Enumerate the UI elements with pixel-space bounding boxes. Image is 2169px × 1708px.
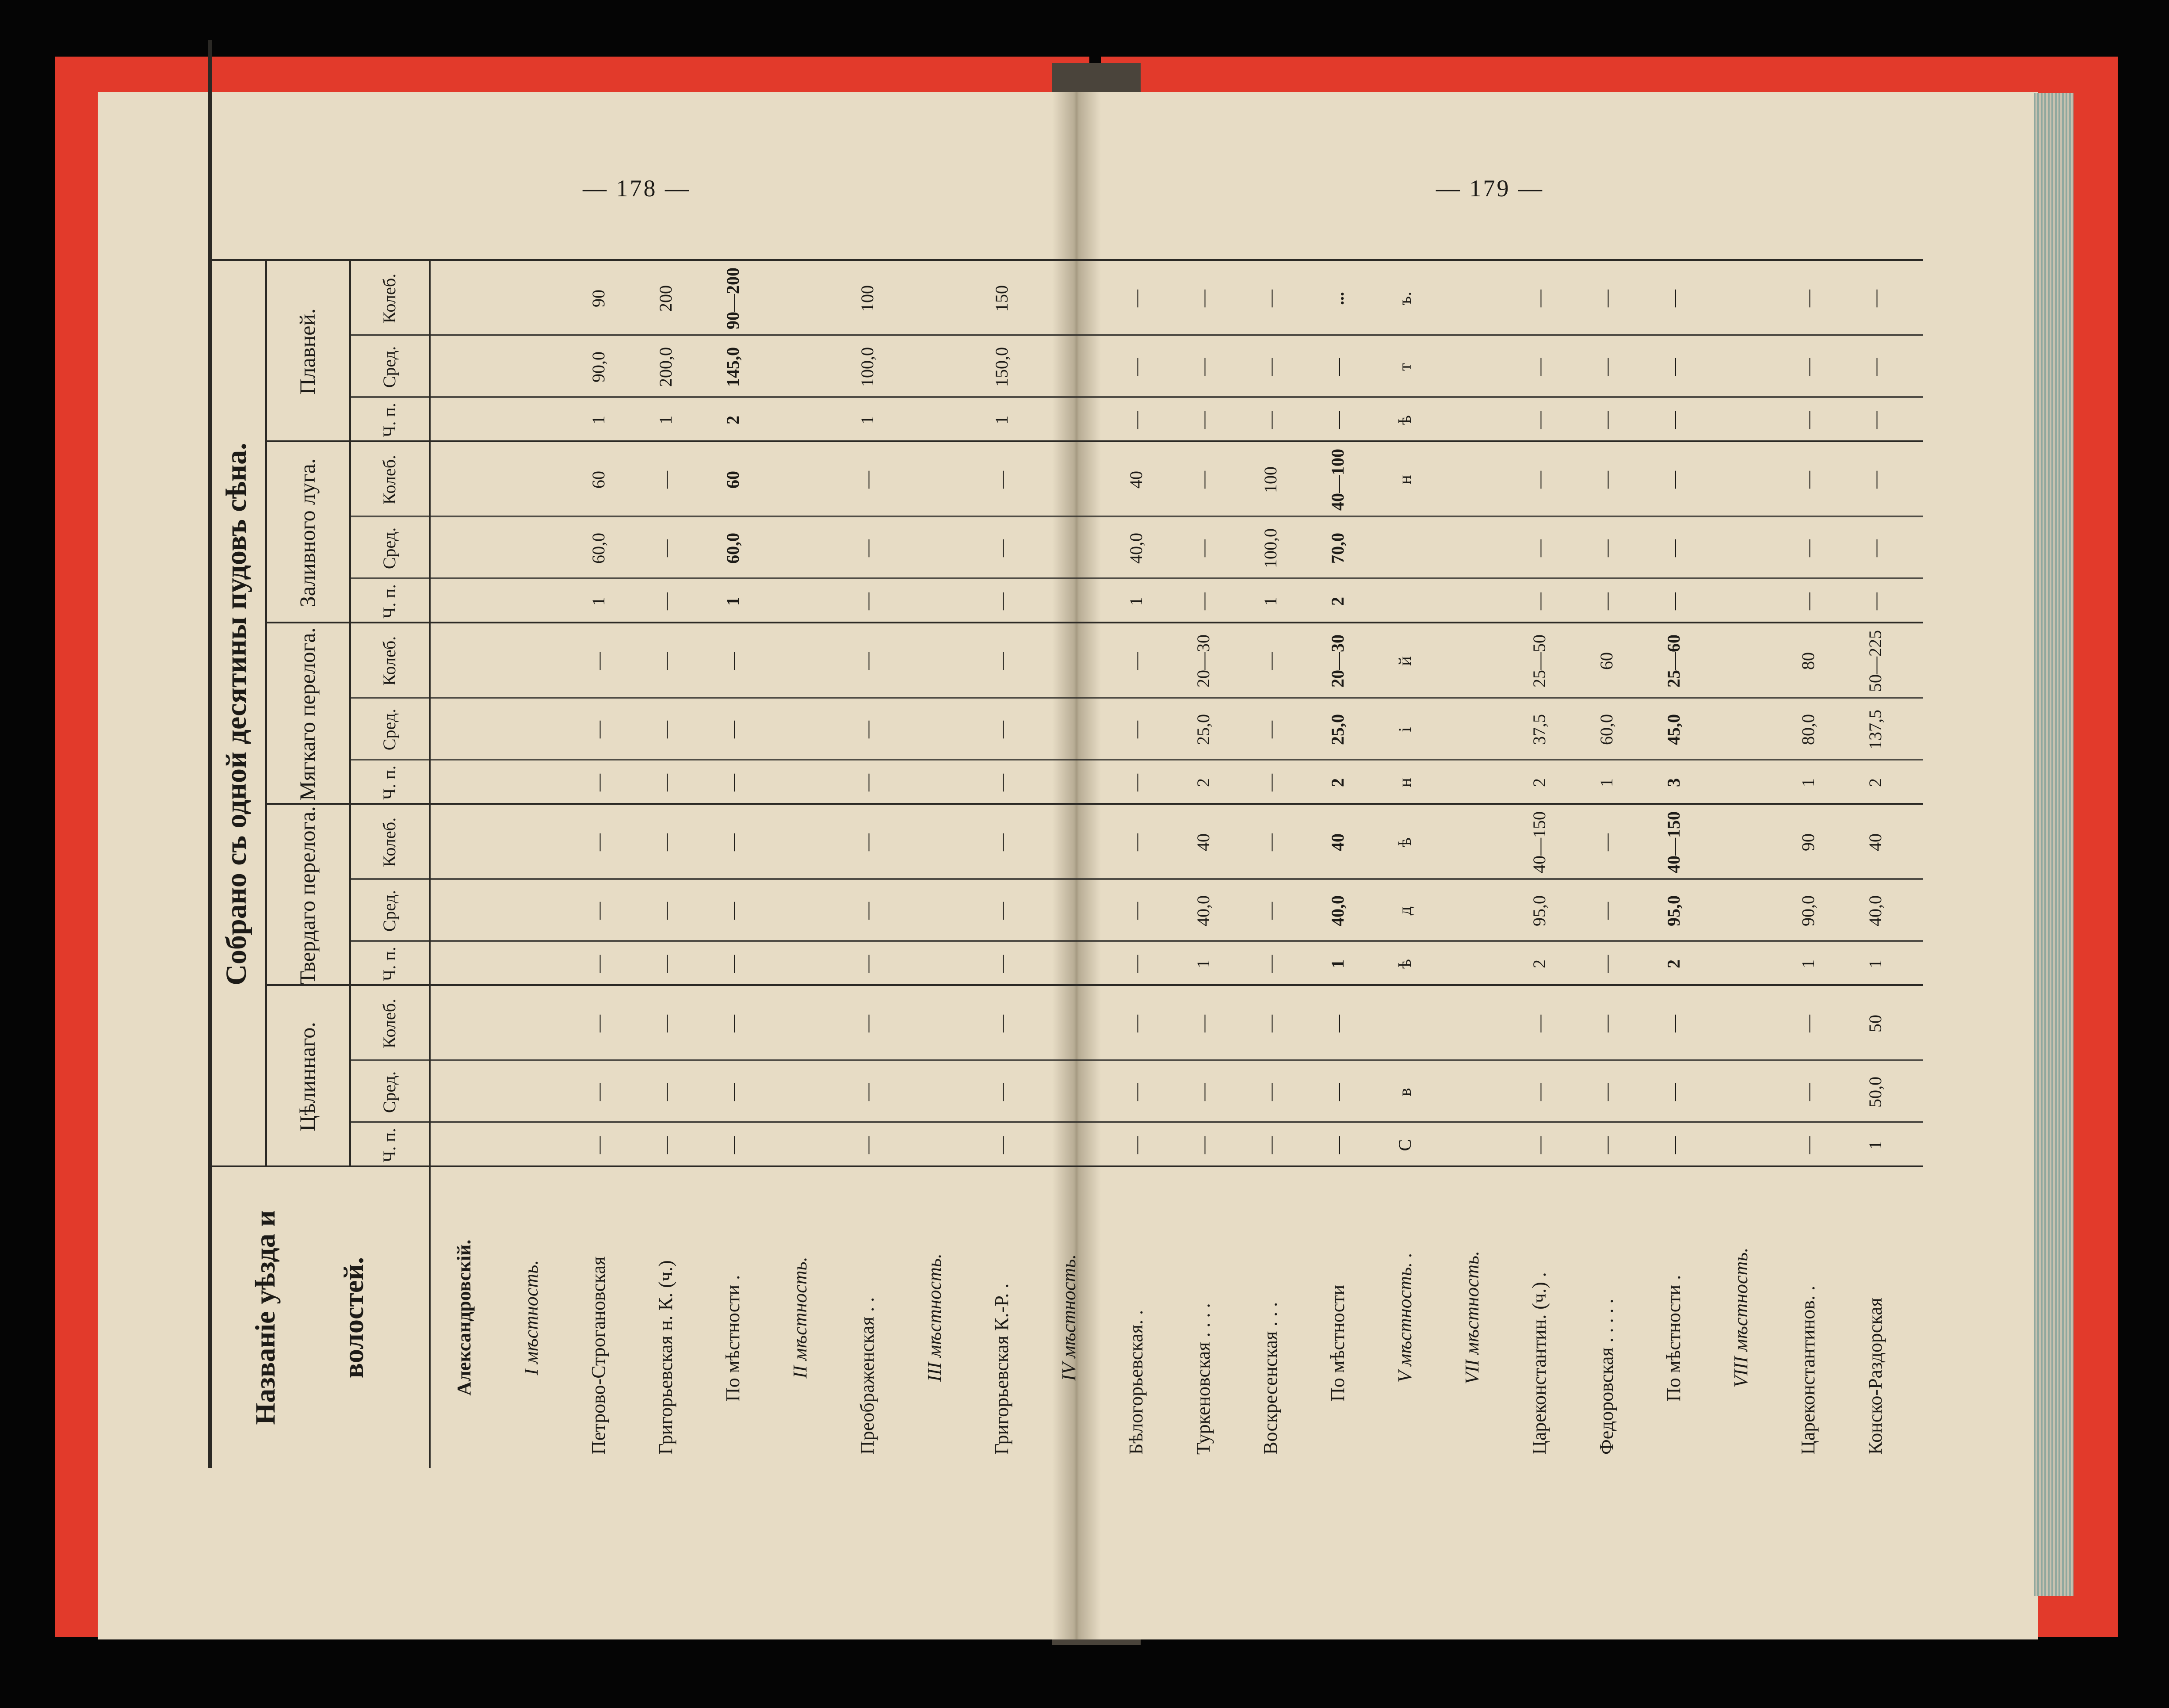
table-cell: — [1798,1136,1818,1154]
table-title: Собрано съ одной десятины пудовъ сѣна. [220,443,252,986]
table-cell: — [1193,358,1213,376]
row-label: По мѣстности [1326,1284,1348,1402]
table-cell: — [1865,592,1885,610]
hay-yield-table [208,40,1923,1468]
table-cell: — [1126,290,1146,307]
table-cell: ... [1327,292,1348,305]
subcolumn-header: Ч. п. [379,584,399,619]
table-cell: 50—225 [1865,630,1885,692]
table-cell: 200 [655,285,676,312]
table-cell: в [1394,1088,1415,1097]
row-label: Воскресенская . . . [1259,1302,1281,1455]
table-cell: — [1126,721,1146,738]
table-cell: — [1126,652,1146,670]
table-cell: 1 [1865,959,1885,968]
table-cell: — [1126,1015,1146,1032]
table-cell: — [1327,1083,1348,1101]
table-cell: — [1260,955,1280,973]
table-cell: — [1193,1083,1213,1101]
page-number-right: — 179 — [1436,175,1544,202]
table-cell: 25,0 [1327,714,1348,745]
table-cell: — [991,539,1012,557]
table-cell: — [1663,1015,1684,1032]
table-cell: — [655,774,676,791]
table-cell: — [1260,1136,1280,1154]
row-label: II мѣстность. [789,1257,811,1379]
table-row [1715,40,1767,1468]
table-cell: 100 [1260,466,1280,493]
table-cell: — [991,1083,1012,1101]
subcolumn-header: Сред. [379,1071,399,1113]
table-cell: — [857,902,877,920]
table-cell: 100,0 [857,347,877,387]
table-row [1177,40,1229,1468]
row-label: Петрово-Строгановская [587,1256,609,1455]
subcolumn-header: Сред. [379,708,399,751]
table-cell: — [1596,539,1616,557]
table-row [1782,40,1834,1468]
row-label: Туркеновская . . . . [1192,1303,1214,1455]
table-cell: 50,0 [1865,1077,1885,1108]
table-cell: — [655,539,676,557]
table-cell: — [722,1136,743,1154]
table-cell: 1 [991,416,1012,424]
table-cell: С [1394,1139,1415,1151]
table-cell: — [1529,592,1549,610]
table-row [1647,40,1699,1468]
table-cell: — [1596,955,1616,973]
table-cell: т [1394,363,1415,371]
table-cell: — [1193,1015,1213,1032]
subcolumn-header: Сред. [379,346,399,388]
table-cell: 1 [1193,959,1213,968]
table-cell: — [1596,290,1616,307]
table-row [975,40,1027,1468]
table-cell: — [588,1015,608,1032]
table-cell: — [1260,774,1280,791]
table-cell: — [1663,1136,1684,1154]
table-cell: — [1798,1083,1818,1101]
page-edges [2034,93,2074,1596]
table-cell: ѣ [1394,837,1415,847]
table-cell: — [1529,290,1549,307]
table-cell: — [991,721,1012,738]
table-cell: — [1596,592,1616,610]
row-label: I мѣстность. [520,1260,542,1376]
row-label: Григорьевская н. К. (ч.) [654,1260,676,1455]
table-cell: — [1596,358,1616,376]
table-cell: 60,0 [588,533,608,564]
subcolumn-header: Сред. [379,890,399,932]
table-cell: 40 [1193,833,1213,851]
table-cell: — [588,1083,608,1101]
table-cell: — [1260,290,1280,307]
table-cell: — [1798,358,1818,376]
table-cell: 50 [1865,1015,1885,1032]
table-cell: — [857,539,877,557]
table-cell: — [1260,1015,1280,1032]
table-cell: 40,0 [1193,895,1213,926]
table-cell: — [588,1136,608,1154]
table-row [505,40,557,1468]
table-cell: — [1529,471,1549,489]
table-cell: — [1126,955,1146,973]
table-cell: н [1394,475,1415,485]
row-label: Цареконстантин. (ч.) . [1528,1272,1550,1455]
row-label: Федоровская . . . . . [1595,1299,1617,1455]
table-row [572,40,624,1468]
subcolumn-header: Колеб. [379,817,399,867]
table-cell: 1 [1798,778,1818,787]
row-label: Александровскій. [453,1239,475,1396]
table-cell: 40,0 [1126,533,1146,564]
table-cell: — [1193,471,1213,489]
table-cell: — [588,902,608,920]
subcolumn-header: Ч. п. [379,947,399,981]
table-cell: — [857,652,877,670]
table-cell: — [1865,471,1885,489]
table-cell: — [857,955,877,973]
table-cell: — [1193,411,1213,429]
table-row [1379,40,1431,1468]
table-cell: — [991,592,1012,610]
table-cell: — [722,1083,743,1101]
table-cell: — [1529,358,1549,376]
subcolumn-header: Колеб. [379,273,399,324]
table-cell: 1 [655,416,676,424]
table-cell: ѣ [1394,415,1415,425]
table-cell: — [588,721,608,738]
table-cell: — [1260,833,1280,851]
table-cell: — [655,955,676,973]
table-cell: — [857,1136,877,1154]
row-label: VII мѣстность. [1461,1250,1483,1385]
table-cell: — [1663,290,1684,307]
table-row [1513,40,1565,1468]
table-cell: — [1126,411,1146,429]
table-cell: 1 [722,597,743,606]
table-cell: — [1865,290,1885,307]
row-label: Григорьевская К.-Р. . [990,1283,1012,1455]
subcolumn-header: Сред. [379,527,399,569]
table-cell: 40 [1126,471,1146,489]
table-row [1110,40,1162,1468]
table-cell: — [857,1083,877,1101]
table-cell: 40—150 [1529,811,1549,873]
table-cell: 60 [588,471,608,489]
table-cell: 2 [1529,778,1549,787]
table-cell: — [1193,1136,1213,1154]
table-cell: — [722,902,743,920]
table-cell: н [1394,778,1415,787]
subcolumn-header: Колеб. [379,636,399,686]
group-header-floodplain: Плавней. [295,308,320,395]
table-cell: — [1798,1015,1818,1032]
table-cell: — [857,833,877,851]
group-header-virgin: Цѣлиннаго. [295,1022,320,1131]
table-cell: — [655,652,676,670]
table-row [1580,40,1632,1468]
table-cell: 40,0 [1865,895,1885,926]
table-cell: 95,0 [1663,895,1684,926]
table-cell: — [1529,1083,1549,1101]
table-cell: — [1596,1136,1616,1154]
table-cell: — [1260,652,1280,670]
table-cell: — [588,955,608,973]
row-label: По мѣстности . [1662,1275,1684,1402]
table-cell: 1 [857,416,877,424]
table-cell: — [1529,1015,1549,1032]
table-cell: — [655,833,676,851]
row-label: IV мѣстность. [1058,1254,1080,1381]
table-cell: — [1663,539,1684,557]
table-cell: — [1327,1136,1348,1154]
table-cell: ѣ [1394,959,1415,969]
table-cell: 1 [1126,597,1146,606]
table-row [706,40,759,1468]
table-cell: 25,0 [1193,714,1213,745]
table-cell: — [1327,358,1348,376]
table-row [908,40,960,1468]
table-cell: — [1596,902,1616,920]
table-cell: — [655,721,676,738]
table-cell: — [991,833,1012,851]
table-cell: — [1126,902,1146,920]
table-cell: — [1126,1083,1146,1101]
subcolumn-header: Ч. п. [379,403,399,437]
table-cell: 100 [857,285,877,312]
table-cell: — [588,652,608,670]
table-cell: — [1193,539,1213,557]
table-cell: — [857,774,877,791]
table-cell: 90 [1798,833,1818,851]
table-cell: — [655,592,676,610]
table-cell: — [1260,902,1280,920]
table-cell: 60,0 [1596,714,1616,745]
table-cell: 1 [1865,1141,1885,1150]
row-label: Конско-Раздорская [1864,1297,1886,1455]
table-cell: — [857,1015,877,1032]
table-row [639,40,691,1468]
subcolumn-header: Колеб. [379,998,399,1049]
table-cell: 2 [1327,597,1348,606]
table-cell: 40—100 [1327,449,1348,511]
table-cell: — [655,1083,676,1101]
table-cell: 40,0 [1327,895,1348,926]
table-cell: 1 [1596,778,1616,787]
table-cell: 25—50 [1529,634,1549,688]
table-cell: 90,0 [588,352,608,382]
table-row [438,40,490,1468]
table-cell: — [857,592,877,610]
row-label: Бѣлогорьевская. . [1125,1310,1147,1455]
table-cell: — [1260,411,1280,429]
row-label: Цареконстантинов. . [1797,1286,1819,1455]
table-cell: — [1663,592,1684,610]
row-label: По мѣстности . [722,1275,744,1402]
table-row [1244,40,1296,1468]
table-cell: — [1798,290,1818,307]
table-cell: — [857,471,877,489]
table-row [841,40,893,1468]
table-cell: 2 [1327,778,1348,787]
table-cell: 80,0 [1798,714,1818,745]
page-number-left: — 178 — [583,175,691,202]
name-header-line1: Названіе уѣзда и [249,1210,281,1425]
table-cell: — [991,774,1012,791]
subcolumn-header: Ч. п. [379,1128,399,1162]
table-cell: 3 [1663,778,1684,787]
table-cell: — [722,721,743,738]
table-cell: — [722,1015,743,1032]
table-cell: 1 [1260,597,1280,606]
row-label: VIII мѣстность. [1730,1247,1752,1388]
table-row [1446,40,1498,1468]
table-cell: — [722,833,743,851]
table-cell: — [1798,592,1818,610]
table-cell: — [991,955,1012,973]
table-cell: 145,0 [722,347,743,387]
table-cell: — [1529,539,1549,557]
table-cell: — [1865,411,1885,429]
table-cell: 45,0 [1663,714,1684,745]
table-cell: 20—30 [1327,634,1348,688]
table-cell: — [1596,1015,1616,1032]
group-header-hard-fallow: Твердаго перелога. [295,806,320,985]
table-cell: — [857,721,877,738]
subcolumn-header: Ч. п. [379,765,399,800]
table-cell: — [1596,471,1616,489]
table-cell: — [991,902,1012,920]
table-cell: 40 [1327,833,1348,851]
table-cell: 1 [1327,959,1348,968]
table-cell: 1 [1798,959,1818,968]
table-cell: 1 [588,416,608,424]
row-label: V мѣстность. . [1394,1253,1416,1383]
table-cell: 2 [1529,959,1549,968]
table-cell: — [1596,411,1616,429]
table-cell: 90—200 [722,267,743,329]
row-label: III мѣстность. [923,1253,945,1382]
table-cell: 2 [1865,778,1885,787]
table-row [1311,40,1363,1468]
table-cell: 2 [1663,959,1684,968]
table-cell: 90,0 [1798,895,1818,926]
table-cell: — [1798,471,1818,489]
table-cell: 60,0 [722,533,743,564]
table-cell: — [1327,411,1348,429]
table-row [1042,40,1095,1468]
table-cell: — [588,774,608,791]
table-cell: 200,0 [655,347,676,387]
table-cell: — [1798,539,1818,557]
table-cell: 70,0 [1327,533,1348,564]
table-cell: — [655,471,676,489]
table-cell: — [1663,471,1684,489]
table-cell: — [1126,358,1146,376]
table-cell: 137,5 [1865,710,1885,749]
table-cell: — [1126,833,1146,851]
table-cell: — [1126,774,1146,791]
table-cell: — [1865,539,1885,557]
table-cell: — [1126,1136,1146,1154]
table-cell: — [1865,358,1885,376]
name-header-line2: волостей. [338,1257,369,1379]
table-cell: 37,5 [1529,714,1549,745]
table-row [774,40,826,1468]
table-cell: — [655,1015,676,1032]
table-cell: 20—30 [1193,634,1213,688]
group-header-soft-fallow: Мягкаго перелога. [295,627,320,801]
table-cell: 60 [1596,652,1616,670]
table-cell: й [1394,656,1415,666]
table-cell: — [655,902,676,920]
table-cell: — [1663,1083,1684,1101]
table-cell: — [588,833,608,851]
table-cell: — [1193,592,1213,610]
row-label: Преображенская . . [856,1297,878,1455]
table-cell: 1 [588,597,608,606]
table-cell: 40—150 [1663,811,1684,873]
table-cell: 95,0 [1529,895,1549,926]
table-cell: — [722,774,743,791]
table-cell: — [655,1136,676,1154]
table-cell: — [722,652,743,670]
table-cell: д [1394,906,1415,916]
table-cell: — [1260,358,1280,376]
table-row [1849,40,1901,1468]
table-cell: — [1529,1136,1549,1154]
table-cell: — [1663,411,1684,429]
table-cell: — [1663,358,1684,376]
table-cell: 80 [1798,652,1818,670]
table-cell: 2 [722,416,743,424]
table-cell: 150,0 [991,347,1012,387]
table-cell: — [991,471,1012,489]
table-cell: — [991,652,1012,670]
table-cell: — [1529,411,1549,429]
table-cell: 60 [722,471,743,489]
table-cell: 25—60 [1663,634,1684,688]
table-cell: 2 [1193,778,1213,787]
table-cell: 40 [1865,833,1885,851]
table-cell: — [1193,290,1213,307]
table-cell: — [1327,1015,1348,1032]
table-cell: ъ. [1394,291,1415,306]
table-cell: — [991,1015,1012,1032]
table-cell: — [991,1136,1012,1154]
group-header-water-meadow: Заливного луга. [295,458,320,608]
table-cell: — [1596,833,1616,851]
subcolumn-header: Колеб. [379,455,399,505]
table-cell: — [1596,1083,1616,1101]
table-cell: — [1260,1083,1280,1101]
table-cell: і [1394,727,1415,732]
table-cell: — [1260,721,1280,738]
table-cell: 100,0 [1260,528,1280,568]
table-cell: — [1798,411,1818,429]
table-cell: — [722,955,743,973]
table-cell: 90 [588,290,608,307]
table-cell: 150 [991,285,1012,312]
